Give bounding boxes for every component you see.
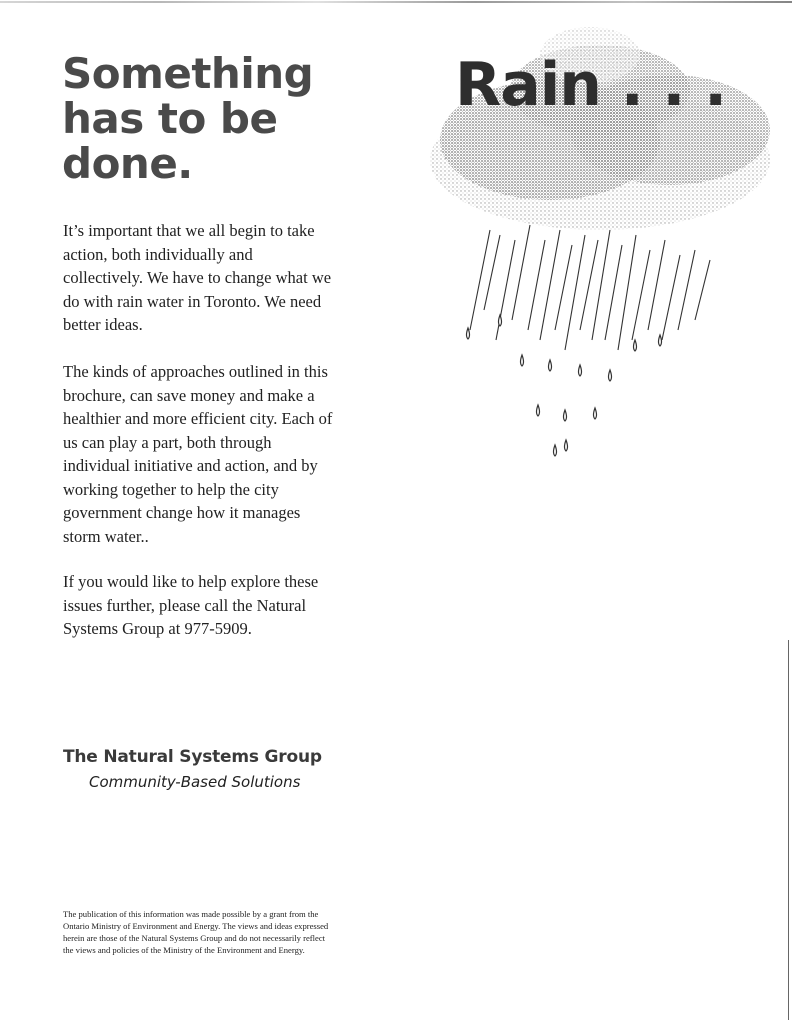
page-edge-line — [788, 640, 789, 1020]
body-paragraph: It’s important that we all begin to take action, both individually and collectively. We have to change what we do with rain water in Toronto. We need better ideas. — [63, 221, 332, 334]
body-paragraph: If you would like to help explore these issues further, please call the Natural Systems Group at 977-5909. — [63, 572, 319, 638]
body-paragraph: The kinds of approaches outlined in this brochure, can save money and make a healthier and more efficient city. Each of us can play a part, both through individual initiative and action, and by working together to help the city government change how it manages storm water.. — [63, 362, 333, 546]
funding-footnote: The publication of this information was made possible by a grant from the Ontario Ministry of Environment and Energy. The views and ideas expressed herein are those of the Natural Systems Group and do not necessarily reflect the views and policies of the Ministry of the Environment and Energy. — [63, 909, 329, 955]
top-rule — [0, 1, 792, 3]
headline-line: Something — [62, 49, 314, 98]
headline-line: has to be — [62, 93, 278, 143]
headline — [62, 49, 362, 188]
rain-streaks — [470, 225, 710, 350]
organization-name: The Natural Systems Group — [63, 747, 322, 767]
rain-title: Rain . . . — [455, 50, 727, 120]
headline-line: done. — [62, 138, 193, 188]
organization-tagline: Community-Based Solutions — [89, 773, 301, 791]
